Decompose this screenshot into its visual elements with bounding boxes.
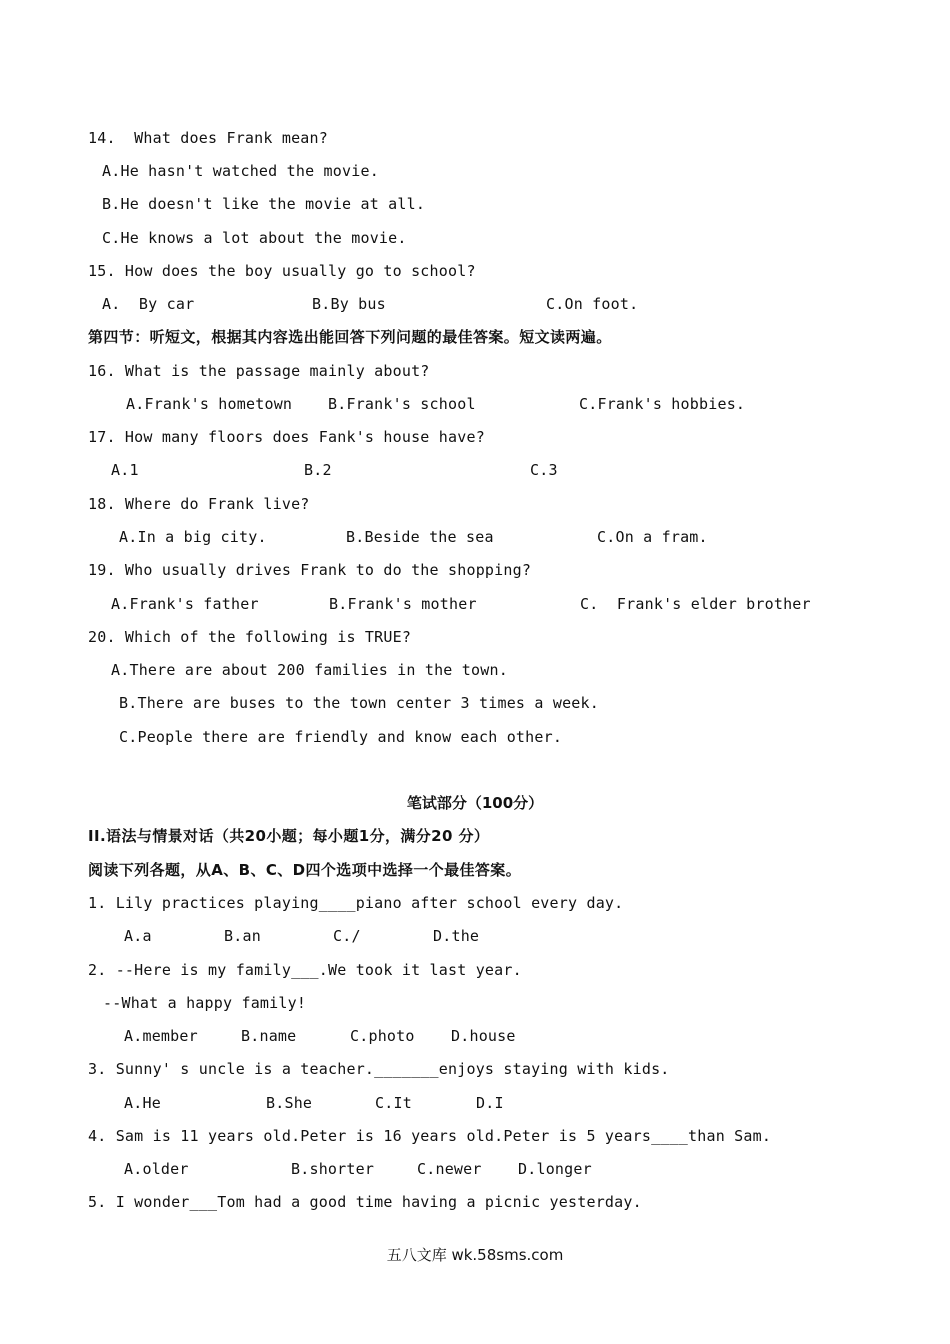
q17-option-c: C.3: [530, 461, 558, 479]
w-q2-reply: --What a happy family!: [103, 994, 307, 1012]
w-q2-option-c: C.photo: [350, 1027, 415, 1045]
w-q3-option-c: C.It: [375, 1094, 412, 1112]
section4-heading: 第四节：听短文，根据其内容选出能回答下列问题的最佳答案。短文读两遍。: [88, 328, 612, 346]
w-q2-question: 2. --Here is my family___.We took it last year.: [88, 961, 522, 979]
w-q4-question: 4. Sam is 11 years old.Peter is 16 years old.Peter is 5 years____than Sam.: [88, 1127, 772, 1145]
q20-option-c: C.People there are friendly and know each other.: [119, 728, 563, 746]
q15-option-c: C.On foot.: [546, 295, 639, 313]
q20-option-b: B.There are buses to the town center 3 times a week.: [119, 694, 599, 712]
q15-question: 15. How does the boy usually go to school?: [88, 262, 476, 280]
written-part-title: 笔试部分（100分）: [406, 794, 544, 812]
q18-option-b: B.Beside the sea: [346, 528, 494, 546]
section-ii-title: II.语法与情景对话（共20小题；每小题1分，满分20 分）: [88, 827, 490, 845]
q17-question: 17. How many floors does Fank's house have?: [88, 428, 485, 446]
w-q2-option-b: B.name: [241, 1027, 297, 1045]
w-q4-option-b: B.shorter: [291, 1160, 375, 1178]
q18-option-c: C.On a fram.: [597, 528, 708, 546]
q20-option-a: A.There are about 200 families in the town.: [111, 661, 508, 679]
footer-watermark: 五八文库 wk.58sms.com: [386, 1246, 564, 1264]
w-q1-option-a: A.a: [124, 927, 152, 945]
q14-option-b: B.He doesn't like the movie at all.: [102, 195, 426, 213]
q15-option-b: B.By bus: [312, 295, 386, 313]
q19-option-a: A.Frank's father: [111, 595, 259, 613]
q19-option-b: B.Frank's mother: [329, 595, 477, 613]
w-q2-option-a: A.member: [124, 1027, 198, 1045]
q16-option-b: B.Frank's school: [328, 395, 476, 413]
w-q3-option-b: B.She: [266, 1094, 313, 1112]
q14-option-c: C.He knows a lot about the movie.: [102, 229, 407, 247]
w-q3-option-d: D.I: [476, 1094, 504, 1112]
w-q2-option-d: D.house: [451, 1027, 516, 1045]
w-q4-option-d: D.longer: [518, 1160, 592, 1178]
w-q1-option-c: C./: [333, 927, 361, 945]
q16-option-c: C.Frank's hobbies.: [579, 395, 746, 413]
w-q3-option-a: A.He: [124, 1094, 161, 1112]
q19-question: 19. Who usually drives Frank to do the shopping?: [88, 561, 532, 579]
q18-option-a: A.In a big city.: [119, 528, 267, 546]
q18-question: 18. Where do Frank live?: [88, 495, 310, 513]
w-q3-question: 3. Sunny' s uncle is a teacher._______enjoys staying with kids.: [88, 1060, 670, 1078]
q17-option-b: B.2: [304, 461, 332, 479]
q14-question: 14. What does Frank mean?: [88, 129, 328, 147]
q19-option-c: C. Frank's elder brother: [580, 595, 811, 613]
w-q4-option-a: A.older: [124, 1160, 189, 1178]
w-q1-option-b: B.an: [224, 927, 261, 945]
q17-option-a: A.1: [111, 461, 139, 479]
q20-question: 20. Which of the following is TRUE?: [88, 628, 412, 646]
q16-option-a: A.Frank's hometown: [126, 395, 293, 413]
w-q5-question: 5. I wonder___Tom had a good time having a picnic yesterday.: [88, 1193, 642, 1211]
q15-option-a: A. By car: [102, 295, 195, 313]
w-q1-question: 1. Lily practices playing____piano after school every day.: [88, 894, 624, 912]
q14-option-a: A.He hasn't watched the movie.: [102, 162, 379, 180]
w-q1-option-d: D.the: [433, 927, 480, 945]
section-ii-instruction: 阅读下列各题，从A、B、C、D四个选项中选择一个最佳答案。: [88, 861, 522, 879]
w-q4-option-c: C.newer: [417, 1160, 482, 1178]
q16-question: 16. What is the passage mainly about?: [88, 362, 430, 380]
